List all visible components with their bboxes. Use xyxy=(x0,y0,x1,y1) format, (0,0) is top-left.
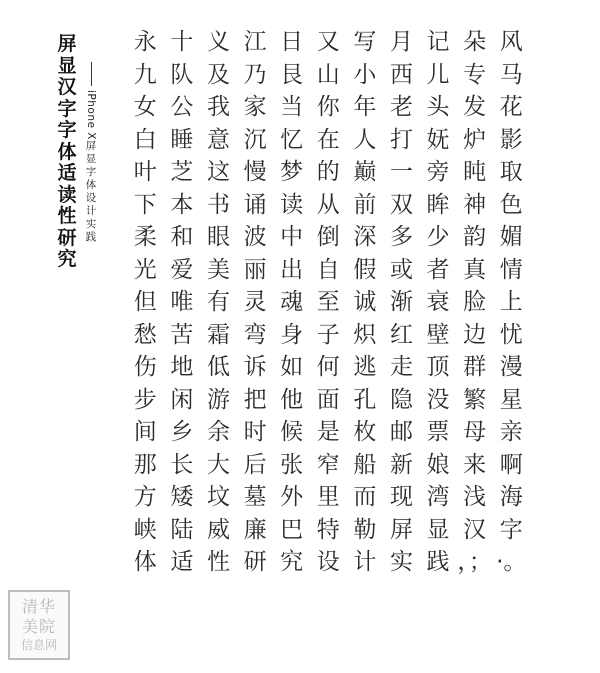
grid-character: 少 xyxy=(426,224,450,250)
grid-character: 脸 xyxy=(463,289,487,315)
grid-character: 者 xyxy=(426,256,450,283)
grid-character: 母 xyxy=(463,419,487,445)
grid-character: 一 xyxy=(389,159,413,185)
grid-character: 打 xyxy=(389,126,413,153)
grid-character: 西 xyxy=(389,61,413,88)
grid-character: 新 xyxy=(389,451,413,478)
grid-character: 方 xyxy=(133,484,157,510)
grid-character: 余 xyxy=(206,419,230,445)
grid-character: 衰 xyxy=(426,289,450,315)
grid-character: 炽 xyxy=(353,321,377,348)
subtitle-prefix: iPhone X xyxy=(85,90,97,140)
grid-character: 日 xyxy=(280,29,304,55)
grid-character: 特 xyxy=(316,516,340,543)
grid-character: 专 xyxy=(463,61,487,88)
grid-character: 坟 xyxy=(206,484,230,510)
grid-character: 没 xyxy=(426,386,450,413)
grid-character: 陆 xyxy=(170,516,194,543)
grid-character: 后 xyxy=(243,451,267,478)
grid-character: 九 xyxy=(133,61,157,88)
grid-character: 面 xyxy=(316,386,340,413)
grid-character: 来 xyxy=(463,451,487,478)
grid-character: 情 xyxy=(499,256,523,283)
subtitle-char: 屏 xyxy=(85,139,97,152)
grid-character: 出 xyxy=(280,256,304,283)
grid-character: 身 xyxy=(280,321,304,348)
grid-character: 票 xyxy=(426,419,450,445)
grid-character: 亲 xyxy=(499,419,523,445)
grid-character: 年 xyxy=(353,94,377,120)
grid-character: 子 xyxy=(316,321,340,348)
grid-character: 至 xyxy=(316,289,340,315)
grid-character: 游 xyxy=(206,386,230,413)
grid-character: 朵 xyxy=(463,29,487,55)
grid-character: 人 xyxy=(353,126,377,153)
grid-character: 浅 xyxy=(463,484,487,510)
grid-character: 计 xyxy=(353,549,377,575)
grid-character: 船 xyxy=(353,451,377,478)
grid-character: 隐 xyxy=(389,386,413,413)
grid-character: 江 xyxy=(243,29,267,55)
grid-character: 媚 xyxy=(499,224,523,250)
page-title xyxy=(55,34,79,271)
subtitle-char: 显 xyxy=(85,152,97,165)
grid-character: 这 xyxy=(206,159,230,185)
grid-character: 写 xyxy=(353,29,377,55)
watermark-line-3: 信息网 xyxy=(20,638,57,652)
grid-character: 湾 xyxy=(426,484,450,510)
grid-character: 真 xyxy=(463,256,487,283)
grid-character: 弯 xyxy=(243,321,267,348)
watermark-line-2: 美院 xyxy=(21,617,56,636)
grid-character: 家 xyxy=(243,94,267,120)
grid-character: 有 xyxy=(206,289,230,315)
grid-character: 眼 xyxy=(206,224,230,250)
title-char: 研 xyxy=(57,226,77,249)
grid-character: 适 xyxy=(170,549,194,575)
grid-character: 白 xyxy=(133,126,157,153)
grid-character: 愁 xyxy=(133,321,157,348)
grid-character: 中 xyxy=(280,224,304,250)
subtitle-text xyxy=(86,140,97,244)
grid-character: 廉 xyxy=(243,516,267,543)
watermark-line-1: 清华 xyxy=(21,597,56,616)
grid-character: 波 xyxy=(243,224,267,250)
grid-character: 花 xyxy=(499,94,523,120)
grid-character: 现 xyxy=(389,484,413,510)
grid-character: 闲 xyxy=(170,386,194,413)
grid-character: 究 xyxy=(280,549,304,575)
grid-character: 群 xyxy=(463,354,487,380)
grid-character: 儿 xyxy=(426,61,450,88)
grid-character: 实 xyxy=(389,549,413,575)
grid-character: 乡 xyxy=(170,419,194,445)
grid-character: 显 xyxy=(426,516,450,543)
subtitle-char: 设 xyxy=(85,191,97,204)
grid-character: 逃 xyxy=(353,354,377,380)
grid-character: 把 xyxy=(243,386,267,413)
grid-character: 间 xyxy=(133,419,157,445)
grid-character: 矮 xyxy=(170,484,194,510)
grid-character: 下 xyxy=(133,191,157,218)
grid-character: 壁 xyxy=(426,321,450,348)
grid-character: 叶 xyxy=(133,159,157,185)
grid-character: 忧 xyxy=(499,321,523,348)
grid-character: 践 xyxy=(426,549,450,575)
grid-character: 边 xyxy=(463,321,487,348)
subtitle-divider xyxy=(91,62,92,86)
grid-character: 上 xyxy=(499,289,523,315)
grid-character: 及 xyxy=(206,61,230,88)
grid-character: 威 xyxy=(206,516,230,543)
subtitle-char: 体 xyxy=(85,178,97,191)
grid-character: 多 xyxy=(389,224,413,250)
grid-character: 灵 xyxy=(243,289,267,315)
grid-character: 魂 xyxy=(280,289,304,315)
grid-character: ，； xyxy=(457,549,492,575)
grid-character: 发 xyxy=(463,94,487,120)
grid-character: 艮 xyxy=(280,61,304,88)
grid-character: 丽 xyxy=(243,256,267,283)
grid-character: 里 xyxy=(316,484,340,510)
grid-character: 头 xyxy=(426,94,450,120)
grid-character: 巴 xyxy=(280,516,304,543)
title-char: 屏 xyxy=(57,33,77,55)
page-subtitle xyxy=(82,62,100,244)
grid-character: 又 xyxy=(316,29,340,55)
grid-character: 低 xyxy=(206,354,230,380)
grid-character: 或 xyxy=(389,256,413,283)
grid-character: 永 xyxy=(133,29,157,55)
grid-character: 时 xyxy=(243,419,267,445)
grid-character: 深 xyxy=(353,224,377,250)
grid-character: 小 xyxy=(353,61,377,88)
grid-character: 枚 xyxy=(353,419,377,445)
title-char: 汉 xyxy=(57,76,77,98)
grid-character: 红 xyxy=(389,321,413,348)
grid-character: 记 xyxy=(426,29,450,55)
title-char: 显 xyxy=(57,54,77,77)
grid-character: 前 xyxy=(353,191,377,218)
grid-character: 诉 xyxy=(243,354,267,380)
grid-character: 地 xyxy=(170,354,194,380)
grid-character: 屏 xyxy=(389,516,413,543)
grid-character: 女 xyxy=(133,94,157,120)
grid-character: 假 xyxy=(353,256,377,283)
subtitle-char: 实 xyxy=(85,217,97,230)
grid-character: 大 xyxy=(206,451,230,478)
grid-character: 自 xyxy=(316,256,340,283)
grid-character: 老 xyxy=(389,94,413,120)
title-char: 体 xyxy=(57,140,77,163)
grid-character: 你 xyxy=(316,94,340,120)
watermark-logo xyxy=(8,590,70,660)
grid-character: 眸 xyxy=(426,191,450,218)
grid-character: 外 xyxy=(280,484,304,510)
grid-character: 沉 xyxy=(243,126,267,153)
grid-character: 慢 xyxy=(243,159,267,185)
grid-character: 顶 xyxy=(426,354,450,380)
grid-character: 倒 xyxy=(316,224,340,250)
grid-character: 唯 xyxy=(170,289,194,315)
grid-character: 影 xyxy=(499,126,523,153)
grid-character: 义 xyxy=(206,29,230,55)
grid-character: 我 xyxy=(206,94,230,120)
grid-character: 汉 xyxy=(463,516,487,543)
grid-character: 马 xyxy=(499,61,523,88)
grid-character: 而 xyxy=(353,484,377,510)
title-char: 性 xyxy=(57,205,77,227)
title-char: 字 xyxy=(57,119,77,141)
grid-character: 本 xyxy=(170,191,194,218)
grid-character: 乃 xyxy=(243,61,267,88)
grid-character: 繁 xyxy=(463,386,487,413)
grid-character: 苦 xyxy=(170,321,194,348)
grid-character: 书 xyxy=(206,191,230,218)
grid-character: 设 xyxy=(316,549,340,575)
grid-character: 忆 xyxy=(280,126,304,153)
grid-character: 他 xyxy=(280,386,304,413)
grid-character: 候 xyxy=(280,419,304,445)
grid-character: 盹 xyxy=(463,159,487,185)
grid-character: 窄 xyxy=(316,451,340,478)
grid-character: 海 xyxy=(499,484,523,510)
grid-character: 山 xyxy=(316,61,340,88)
grid-character: 在 xyxy=(316,126,340,153)
grid-character: ·。 xyxy=(496,549,527,575)
grid-character: 伤 xyxy=(133,354,157,380)
grid-character: 张 xyxy=(280,451,304,478)
grid-character: 意 xyxy=(206,126,230,153)
grid-character: 双 xyxy=(389,191,413,218)
grid-character: 渐 xyxy=(389,289,413,315)
grid-character: 韵 xyxy=(463,224,487,250)
grid-character: 旁 xyxy=(426,159,450,185)
grid-character: 美 xyxy=(206,256,230,283)
subtitle-char: 计 xyxy=(85,204,97,217)
subtitle-char: 字 xyxy=(85,165,97,178)
grid-character: 长 xyxy=(170,451,194,478)
grid-character: 光 xyxy=(133,256,157,283)
grid-character: 妩 xyxy=(426,126,450,153)
grid-character: 色 xyxy=(499,191,523,218)
grid-character: 字 xyxy=(499,516,523,543)
title-char: 读 xyxy=(57,183,77,206)
character-grid xyxy=(127,26,530,579)
grid-character: 炉 xyxy=(463,126,487,153)
grid-character: 队 xyxy=(170,61,194,88)
grid-character: 公 xyxy=(170,94,194,120)
grid-character: 取 xyxy=(499,159,523,185)
grid-character: 梦 xyxy=(280,159,304,185)
grid-character: 霜 xyxy=(206,321,230,348)
grid-character: 从 xyxy=(316,191,340,218)
grid-character: 啊 xyxy=(499,451,523,478)
grid-character: 十 xyxy=(170,29,194,55)
grid-character: 和 xyxy=(170,224,194,250)
grid-character: 柔 xyxy=(133,224,157,250)
grid-character: 体 xyxy=(133,549,157,575)
grid-character: 孔 xyxy=(353,386,377,413)
grid-character: 爱 xyxy=(170,256,194,283)
grid-character: 诚 xyxy=(353,289,377,315)
grid-character: 芝 xyxy=(170,159,194,185)
grid-character: 当 xyxy=(280,94,304,120)
grid-character: 邮 xyxy=(389,419,413,445)
grid-character: 那 xyxy=(133,451,157,478)
grid-character: 星 xyxy=(499,386,523,413)
grid-character: 神 xyxy=(463,191,487,218)
grid-character: 巅 xyxy=(353,159,377,185)
grid-character: 墓 xyxy=(243,484,267,510)
subtitle-char: 践 xyxy=(85,230,97,243)
grid-character: 如 xyxy=(280,354,304,380)
grid-character: 性 xyxy=(206,549,230,575)
grid-character: 的 xyxy=(316,159,340,185)
grid-character: 但 xyxy=(133,289,157,315)
grid-character: 何 xyxy=(316,354,340,380)
title-char: 究 xyxy=(57,248,77,270)
grid-character: 研 xyxy=(243,549,267,575)
grid-character: 睡 xyxy=(170,126,194,153)
grid-character: 月 xyxy=(389,29,413,55)
title-char: 字 xyxy=(57,97,77,120)
grid-character: 勒 xyxy=(353,516,377,543)
grid-character: 漫 xyxy=(499,354,523,380)
grid-character: 是 xyxy=(316,419,340,445)
grid-character: 走 xyxy=(389,354,413,380)
grid-character: 风 xyxy=(499,29,523,55)
grid-character: 娘 xyxy=(426,451,450,478)
grid-character: 步 xyxy=(133,386,157,413)
grid-character: 诵 xyxy=(243,191,267,218)
title-char: 适 xyxy=(57,162,77,184)
grid-character: 读 xyxy=(280,191,304,218)
grid-character: 峡 xyxy=(133,516,157,543)
